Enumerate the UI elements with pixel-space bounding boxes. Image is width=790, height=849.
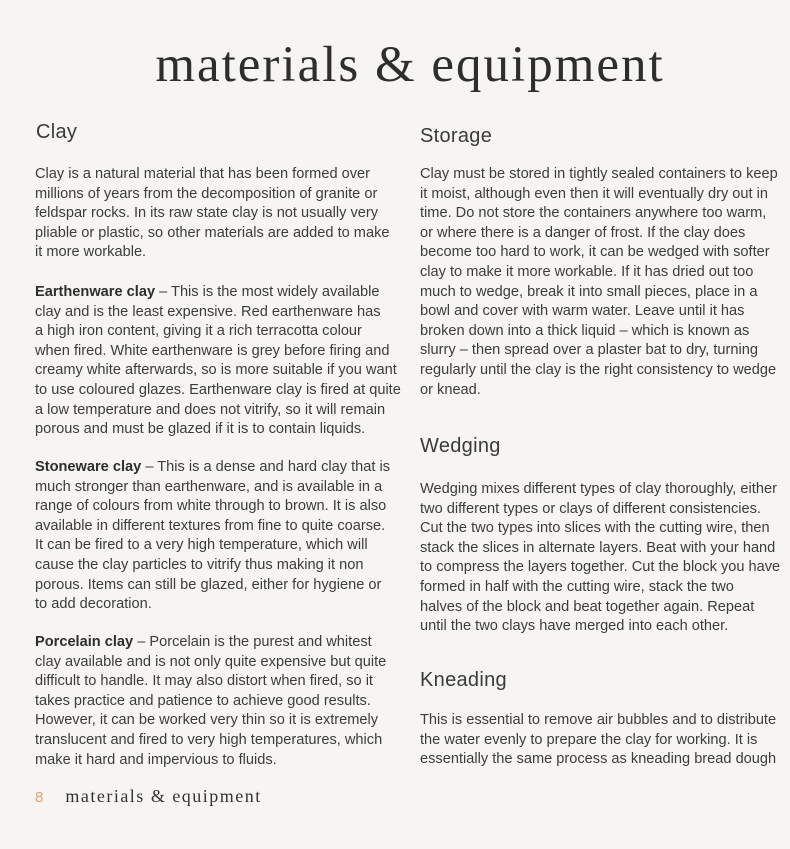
page-title: materials & equipment	[155, 37, 665, 93]
porcelain-term: Porcelain clay	[35, 634, 134, 650]
section-heading-clay: Clay	[36, 121, 78, 143]
page-number: 8	[35, 789, 44, 806]
clay-intro-paragraph: Clay is a natural material that has been formed over millions of years from the decomposition of granite or feldspar rocks. In its raw state clay is not usually very pliable or plastic, so other materials are added to make it more workable.	[35, 166, 390, 261]
stoneware-text: – This is a dense and hard clay that is much stronger than earthenware, and is available in a range of colours from white through to brown. It is also available in different textures from fine to quite coarse. It can be fired to a very high temperature, which will cause the clay particles to vitrify thus making it non porous. Items can still be glazed, either for hygiene or to add decoration.	[35, 459, 391, 613]
kneading-paragraph: This is essential to remove air bubbles and to distribute the water evenly to prepare the clay for working. It is essentially the same process as kneading bread dough	[420, 712, 777, 768]
section-heading-storage: Storage	[420, 125, 493, 147]
section-heading-kneading: Kneading	[420, 669, 507, 691]
section-heading-wedging: Wedging	[420, 435, 501, 457]
earthenware-text: – This is the most widely available clay and is the least expensive. Red earthenware has a high iron content, giving it a rich terracotta colour when fired. White earthenware is grey before firing and creamy white afterwards, so is more suitable if you want to use coloured glazes. Earthenware clay is fired at quite a low temperature and does not vitrify, so it will remain porous and must be glazed if it is to contain liquids.	[35, 284, 401, 438]
stoneware-term: Stoneware clay	[35, 459, 142, 475]
porcelain-text: – Porcelain is the purest and whitest clay available and is not only quite expensive but quite difficult to handle. It may also distort when fired, so it takes practice and patience to achieve good results. However, it can be worked very thin so it is extremely translucent and fired to very high temperatures, which make it hard and impervious to fluids.	[35, 634, 387, 768]
wedging-paragraph: Wedging mixes different types of clay thoroughly, either two different types or clays of different consistencies. Cut the two types into slices with the cutting wire, then stack the slices in alternate layers. Beat with your hand to compress the layers together. Cut the block you have formed in half with the cutting wire, stack the two halves of the block and beat together again. Repeat until the two clays have merged into each other.	[420, 481, 781, 635]
storage-paragraph: Clay must be stored in tightly sealed containers to keep it moist, although even then it will eventually dry out in time. Do not store the containers anywhere too warm, or where there is a danger of frost. If the clay does become too hard to work, it can be wedged with softer clay to make it more workable. If it has dried out too much to wedge, break it into small pieces, place in a bowl and cover with warm water. Leave until it has broken down into a thick liquid – which is known as slurry – then spread over a plaster bat to dry, turning regularly until the clay is the right consistency to wedge or knead.	[420, 166, 778, 398]
earthenware-paragraph	[35, 283, 401, 440]
porcelain-paragraph	[35, 633, 386, 770]
page-footer	[35, 786, 262, 807]
running-title: materials & equipment	[65, 786, 262, 806]
earthenware-term: Earthenware clay	[35, 284, 156, 300]
stoneware-paragraph	[35, 458, 390, 615]
